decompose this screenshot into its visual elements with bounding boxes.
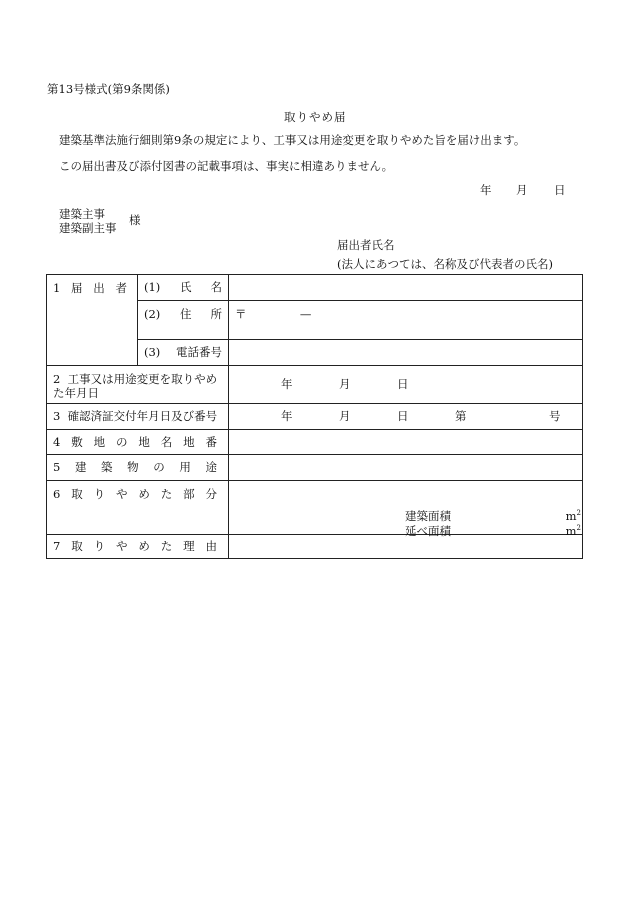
row5-char: 途 <box>205 460 217 475</box>
row3-go: 号 <box>549 409 561 424</box>
row6-char: 部 <box>183 487 195 501</box>
row1-char: 届 <box>71 281 83 295</box>
row2-label: 工事又は用途変更を取りやめた年月日 <box>53 371 218 400</box>
row5-char: の <box>153 460 165 475</box>
sub1-char: 名 <box>210 280 222 295</box>
row5-number: 5 <box>53 460 61 475</box>
building-area-row <box>405 509 581 523</box>
row3-day: 日 <box>397 409 409 424</box>
row-cancel-date <box>47 366 583 404</box>
declaration-paragraph: 建築基準法施行細則第9条の規定により、工事又は用途変更を取りやめた旨を届け出ます。 <box>59 133 526 147</box>
permit-date-input[interactable] <box>229 404 583 430</box>
row3-month: 月 <box>339 409 351 424</box>
applicant-name-input[interactable] <box>229 275 583 301</box>
sub2-number: (2) <box>144 307 161 321</box>
applicant-phone-input[interactable] <box>229 340 583 366</box>
applicant-name-note: (法人にあつては、名称及び代表者の氏名) <box>337 257 553 271</box>
row-site-address <box>47 430 583 455</box>
date-day: 日 <box>554 183 566 197</box>
row7-number: 7 <box>53 539 61 554</box>
total-floor-area-label: 延べ面積 <box>405 524 451 538</box>
date-year: 年 <box>480 183 492 197</box>
row5-char: 用 <box>179 460 191 475</box>
sub-label-address <box>138 301 229 340</box>
row4-char: 名 <box>160 434 173 449</box>
date-month: 月 <box>516 183 528 197</box>
cancelled-part-label <box>47 481 229 535</box>
row5-char: 建 <box>74 460 87 475</box>
cancelled-part-input[interactable] <box>229 481 583 538</box>
row4-number: 4 <box>53 434 61 449</box>
row1-number: 1 <box>53 281 61 295</box>
row-applicant-name <box>47 275 583 301</box>
row6-char: や <box>115 487 128 501</box>
row2-year: 年 <box>281 377 293 392</box>
applicant-name-label: 届出者氏名 <box>337 238 395 252</box>
notification-form-table <box>46 274 583 559</box>
row-building-use <box>47 455 583 481</box>
row4-char: 地 <box>93 434 106 449</box>
row4-char: 地 <box>183 434 195 449</box>
document-title: 取りやめ届 <box>284 110 347 124</box>
row2-number: 2 <box>53 371 61 386</box>
building-area-unit: $m^2$ <box>565 509 581 523</box>
sub2-char: 所 <box>210 307 222 321</box>
building-use-label <box>47 455 229 481</box>
sub1-char: 氏 <box>180 280 192 295</box>
row6-char: め <box>138 487 150 501</box>
row4-char: の <box>115 434 128 449</box>
sub3-label: 電話番号 <box>176 345 222 360</box>
row7-char: や <box>115 539 128 554</box>
permit-date-label <box>47 404 229 430</box>
row1-char: 者 <box>115 281 127 295</box>
row7-char: 理 <box>183 539 195 554</box>
cancel-reason-label <box>47 535 229 559</box>
total-floor-area-unit: $m^2$ <box>565 524 581 538</box>
sub2-char: 住 <box>180 307 192 321</box>
site-address-label <box>47 430 229 455</box>
row-permit-date-number <box>47 404 583 430</box>
addressee-honorific: 様 <box>129 213 141 227</box>
row2-day: 日 <box>397 377 409 392</box>
row7-char: め <box>138 539 150 554</box>
row2-month: 月 <box>339 377 351 392</box>
building-use-input[interactable] <box>229 455 583 481</box>
sub3-number: (3) <box>144 345 161 360</box>
total-floor-area-row <box>405 524 581 538</box>
addressee-line1: 建築主事 <box>59 207 105 221</box>
row5-char: 築 <box>101 460 113 475</box>
applicant-address-input[interactable] <box>229 301 583 340</box>
row6-char: 取 <box>71 487 83 501</box>
row3-year: 年 <box>281 409 293 424</box>
postal-mark: 〒 <box>235 307 247 321</box>
form-number: 第13号様式(第9条関係) <box>47 82 170 96</box>
cancel-date-input[interactable] <box>229 366 583 404</box>
building-area-label: 建築面積 <box>405 509 451 523</box>
submission-date <box>480 184 566 198</box>
sub-label-name <box>138 275 229 301</box>
row7-char: 取 <box>71 539 83 554</box>
row1-char: 出 <box>93 281 105 295</box>
row4-char: 地 <box>138 434 150 449</box>
row4-char: 敷 <box>71 434 83 449</box>
sub-label-phone <box>138 340 229 366</box>
row3-number: 3 <box>53 409 61 424</box>
row6-char: り <box>93 487 106 501</box>
row4-char: 番 <box>205 434 217 449</box>
postal-dash: — <box>299 307 312 321</box>
applicant-header-cell <box>47 275 138 366</box>
row6-number: 6 <box>53 487 61 501</box>
site-address-input[interactable] <box>229 430 583 455</box>
row3-label: 確認済証交付年月日及び番号 <box>67 409 218 424</box>
truthfulness-statement: この届出書及び添付図書の記載事項は、事実に相違ありません。 <box>59 159 394 173</box>
row5-char: 物 <box>127 460 139 475</box>
row6-char: た <box>160 487 173 501</box>
row7-char: り <box>93 539 106 554</box>
row7-char: た <box>160 539 173 554</box>
sub1-number: (1) <box>144 280 161 295</box>
row7-char: 由 <box>205 539 217 554</box>
cancel-date-label <box>47 366 229 404</box>
addressee-line2: 建築副主事 <box>59 221 117 235</box>
row3-dai: 第 <box>455 409 467 424</box>
row-cancelled-part <box>47 481 583 535</box>
row6-char: 分 <box>205 487 217 501</box>
